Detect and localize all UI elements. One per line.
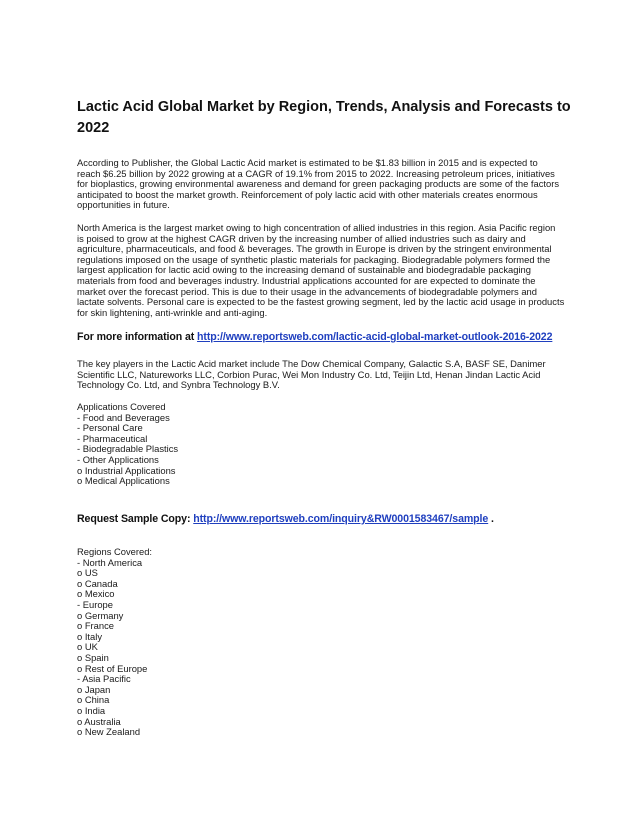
region-line: is poised to grow at the highest CAGR driven by the increasing number of allied industries such as dairy and [77,232,526,244]
region-line: market over the forecast period. This is due to their usage in the advancements of biodegradable polymers and [77,285,537,297]
intro-line: anticipated to boost the market growth. Reinforcement of poly lactic acid with other materials creates enormous [77,188,538,200]
region-line: largest application for lactic acid owing to the increasing demand of sustainable and biodegradable packaging [77,264,531,276]
list-item: - Asia Pacific [77,673,131,685]
list-item: o Japan [77,683,111,695]
players-line: Technology Co. Ltd, and Synbra Technology B.V. [77,379,280,391]
more-info-label: For more information at [77,331,198,343]
more-info-link[interactable]: http://www.reportsweb.com/lactic-acid-global-market-outlook-2016-2022 [197,331,553,343]
list-item: o Germany [77,609,124,621]
region-line: materials from food and beverages industry. Industrial applications accounted for are expected to dominate the [77,274,536,286]
page-title [77,97,571,139]
region-line: lactate solvents. Personal care is expected to be the fastest growing segment, led by the lactic acid usage in products [77,296,565,308]
list-item: - Biodegradable Plastics [77,443,179,455]
list-item: o Medical Applications [77,475,170,487]
players-paragraph [77,359,569,391]
more-info-callout [77,331,552,343]
intro-paragraph [77,158,569,211]
players-line: Scientific LLC, Natureworks LLC, Corbion Purac, Wei Mon Industry Co. Ltd, Teijin Ltd, Henan Jindan Lactic Acid [77,368,541,380]
title-line: Lactic Acid Global Market by Region, Trends, Analysis and Forecasts to [77,99,571,115]
list-item: o China [77,694,110,706]
regions-list [77,547,152,738]
list-item: o Spain [77,651,109,663]
sample-label: Request Sample Copy: [77,513,194,525]
title-line: 2022 [77,120,110,136]
intro-line: opportunities in future. [77,199,170,211]
list-item: - Food and Beverages [77,411,170,423]
list-item: o Canada [77,577,118,589]
list-item: o New Zealand [77,726,141,738]
list-item: o France [77,620,114,632]
region-line: for skin lightening, anti-wrinkle and anti-aging. [77,306,268,318]
applications-heading: Applications Covered [77,401,166,412]
region-paragraph [77,223,569,318]
sample-suffix: . [488,513,494,525]
region-line: North America is the largest market owing to high concentration of allied industries in this region. Asia Pacific region [77,222,556,233]
list-item: o India [77,704,106,716]
list-item: - Europe [77,598,113,610]
list-item: o Australia [77,715,121,727]
list-item: o US [77,567,98,579]
list-item: - Personal Care [77,422,143,434]
list-item: o Industrial Applications [77,464,176,476]
list-item: o UK [77,641,98,653]
list-item: - North America [77,556,143,568]
intro-line: reach $6.25 billion by 2022 growing at a CAGR of 19.1% from 2015 to 2022. Increasing petroleum prices, initiatives [77,167,555,179]
intro-line: According to Publisher, the Global Lactic Acid market is estimated to be $1.83 billion in 2015 and is expected to [77,157,538,168]
regions-heading: Regions Covered: [77,546,153,557]
region-line: regulations imposed on the usage of synthetic plastic materials for packaging. Biodegradable polymers formed the [77,253,551,265]
sample-link[interactable]: http://www.reportsweb.com/inquiry&RW0001583467/sample [193,513,489,525]
list-item: o Rest of Europe [77,662,148,674]
region-line: agriculture, pharmaceuticals, and food & beverages. The growth in Europe is driven by the stringent environmental [77,243,552,255]
list-item: - Pharmaceutical [77,432,148,444]
list-item: - Other Applications [77,453,159,465]
players-line: The key players in the Lactic Acid market include The Dow Chemical Company, Galactic S.A, BASF SE, Danimer [77,358,546,369]
applications-list [77,402,178,487]
sample-callout [77,513,494,525]
list-item: o Italy [77,630,103,642]
list-item: o Mexico [77,588,115,600]
intro-line: for bioplastics, growing environmental awareness and demand for green packaging products are some of the factors [77,178,560,190]
